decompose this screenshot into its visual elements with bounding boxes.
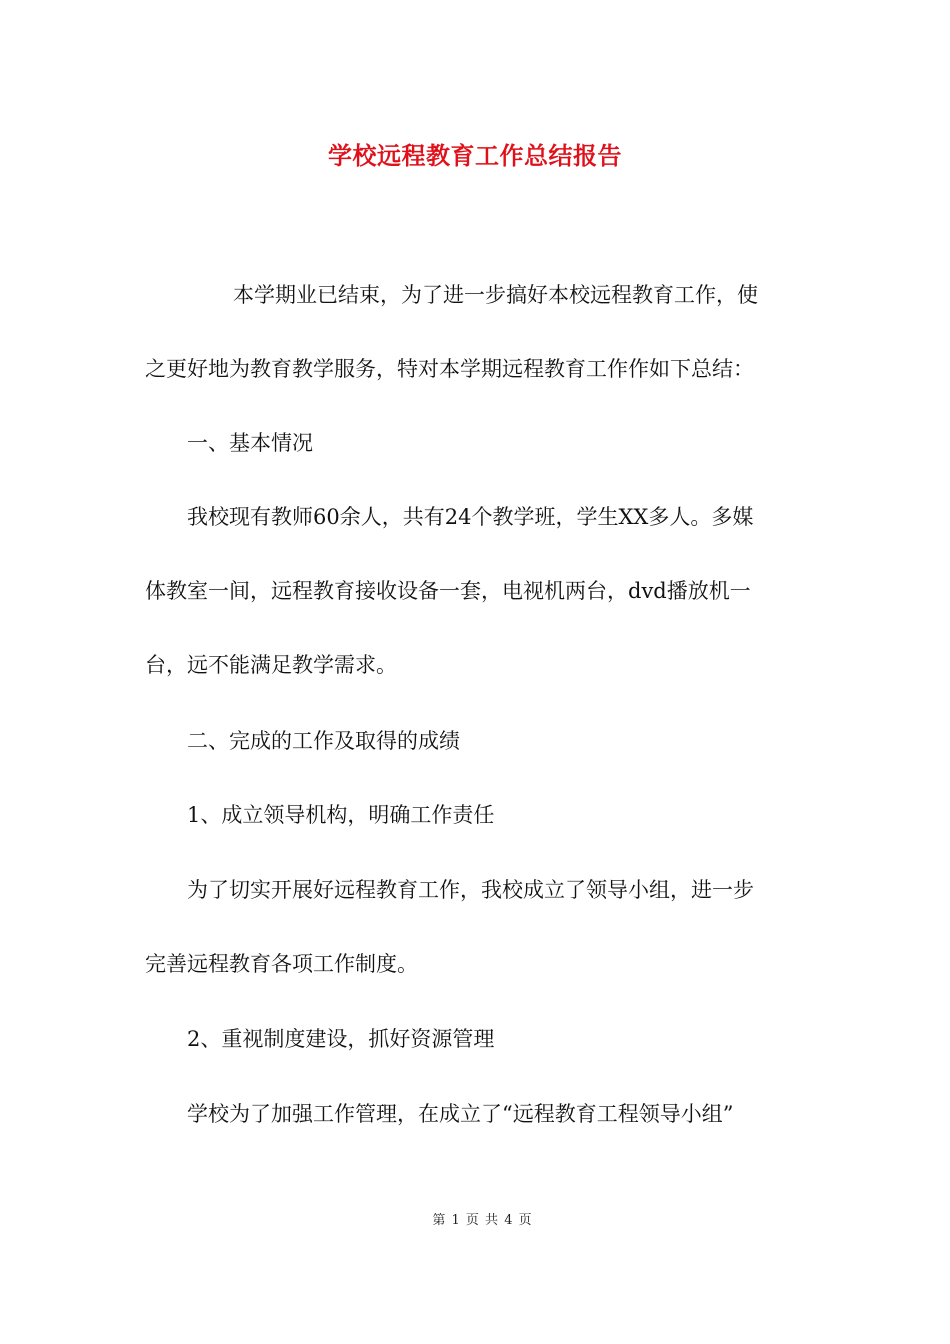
item1-paragraph (145, 853, 807, 1001)
item2-heading (145, 1002, 807, 1076)
section2-heading-text: 二、完成的工作及取得的成绩 (187, 729, 460, 753)
section1-line-3: 台，远不能满足教学需求。 (145, 653, 397, 677)
intro-paragraph (145, 258, 807, 406)
section1-line-2: 体教室一间，远程教育接收设备一套，电视机两台，dvd播放机一 (145, 579, 751, 603)
section1-paragraph (145, 480, 807, 702)
section1-heading-text: 一、基本情况 (187, 431, 313, 455)
page-footer: 第 1 页 共 4 页 (432, 1213, 533, 1228)
document-title: 学校远程教育工作总结报告 (328, 141, 622, 170)
intro-line-2: 之更好地为教育教学服务，特对本学期远程教育工作作如下总结： (145, 357, 754, 381)
section1-heading (145, 406, 807, 480)
item2-paragraph (145, 1077, 807, 1151)
item1-heading-text: 1、成立领导机构，明确工作责任 (187, 803, 495, 827)
intro-line-1: 本学期业已结束，为了进一步搞好本校远程教育工作，使 (233, 283, 758, 307)
item2-line-1: 学校为了加强工作管理，在成立了“远程教育工程领导小组” (187, 1102, 734, 1126)
item1-line-2: 完善远程教育各项工作制度。 (145, 952, 418, 976)
section1-line-1: 我校现有教师60余人，共有24个教学班，学生XX多人。多媒 (187, 505, 754, 529)
item2-heading-text: 2、重视制度建设，抓好资源管理 (187, 1027, 495, 1051)
item1-line-1: 为了切实开展好远程教育工作，我校成立了领导小组，进一步 (187, 878, 754, 902)
item1-heading (145, 778, 807, 852)
section2-heading (145, 704, 807, 778)
